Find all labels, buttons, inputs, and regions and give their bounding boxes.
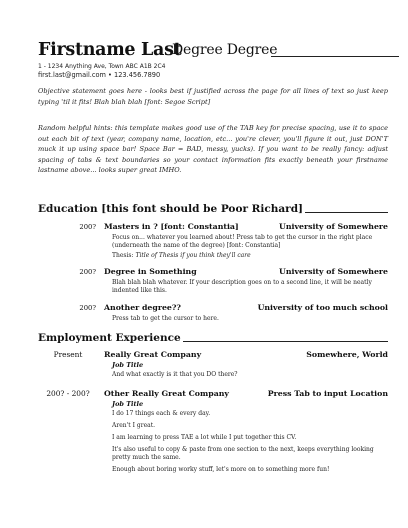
address-line: 1 - 1234 Anything Ave, Town ABC A1B 2C4 — [38, 63, 166, 70]
helpful-hints: Random helpful hints: this template makes good use of the TAB key for precise spacing, use it to space out each bit of text (year, company name, location, etc... you're clever, you'll figure it out, just DON'T muck it up using space bar! Space Bar = BAD, messy, yucks). If you want to be really fancy: adjust spacing of tabs & text boundaries so your contact information fits exactly beneath your firstname lastname above... looks super great IMHO. — [38, 124, 388, 174]
education-degree: Degree in Something — [104, 267, 197, 276]
full-name: Firstname Last — [38, 40, 182, 60]
education-detail: Blah blah blah whatever. If your description goes on to a second line, it will be neatly indented like this. — [112, 279, 372, 295]
job-detail: And what exactly is it that you DO there? — [112, 371, 238, 378]
objective-statement: Objective statement goes here - looks best if justified across the page for all lines of text so just keep typing 'til it fits! Blah blah blah [font: Segoe Script] — [38, 87, 388, 106]
employment-rule — [150, 341, 388, 342]
job-detail: It's also useful to copy & paste from one section to the next, keeps everything looking pretty much the same. — [112, 446, 374, 462]
education-title: Education [this font should be Poor Richard] — [38, 203, 304, 215]
education-school: University of too much school — [257, 303, 388, 312]
education-thesis — [112, 252, 382, 260]
degree-title: Degree Degree — [172, 42, 278, 58]
employment-date: 200? - 200? — [46, 389, 90, 398]
name-row — [38, 40, 388, 62]
job-detail: Aren't I great. — [112, 422, 156, 429]
education-school: University of Somewhere — [279, 222, 388, 231]
employment-location: Somewhere, World — [306, 350, 388, 359]
thesis-label: Thesis: — [112, 252, 136, 259]
job-detail: I am learning to press TAE a lot while I put together this CV. — [112, 434, 297, 441]
education-detail: Focus on... whatever you learned about! Press tab to get the cursor in the right place (underneath the name of the degree) [font: Constantia] — [112, 234, 373, 250]
employment-location: Press Tab to input Location — [267, 389, 388, 398]
job-title: Job Title — [112, 400, 144, 408]
header-rule — [271, 56, 399, 57]
education-detail: Press tab to get the cursor to here. — [112, 315, 219, 322]
contact-line: first.last@gmail.com • 123.456.7890 — [38, 71, 161, 79]
education-degree: Another degree?? — [104, 303, 182, 312]
education-date: 200? — [79, 304, 96, 312]
employment-date: Present — [53, 350, 83, 359]
job-detail: Enough about boring worky stuff, let's more on to something more fun! — [112, 466, 330, 473]
employment-company: Other Really Great Company — [104, 389, 229, 398]
job-title: Job Title — [112, 361, 144, 369]
employment-header — [38, 332, 388, 346]
education-school: University of Somewhere — [279, 267, 388, 276]
employment-company: Really Great Company — [104, 350, 202, 359]
job-detail: I do 17 things each & every day. — [112, 410, 211, 417]
education-header — [38, 203, 388, 217]
education-degree: Masters in ? [font: Constantia] — [104, 222, 239, 231]
thesis-title: Title of Thesis if you think they'll care — [135, 252, 251, 259]
education-date: 200? — [79, 223, 96, 231]
employment-title: Employment Experience — [38, 332, 181, 344]
education-date: 200? — [79, 268, 96, 276]
